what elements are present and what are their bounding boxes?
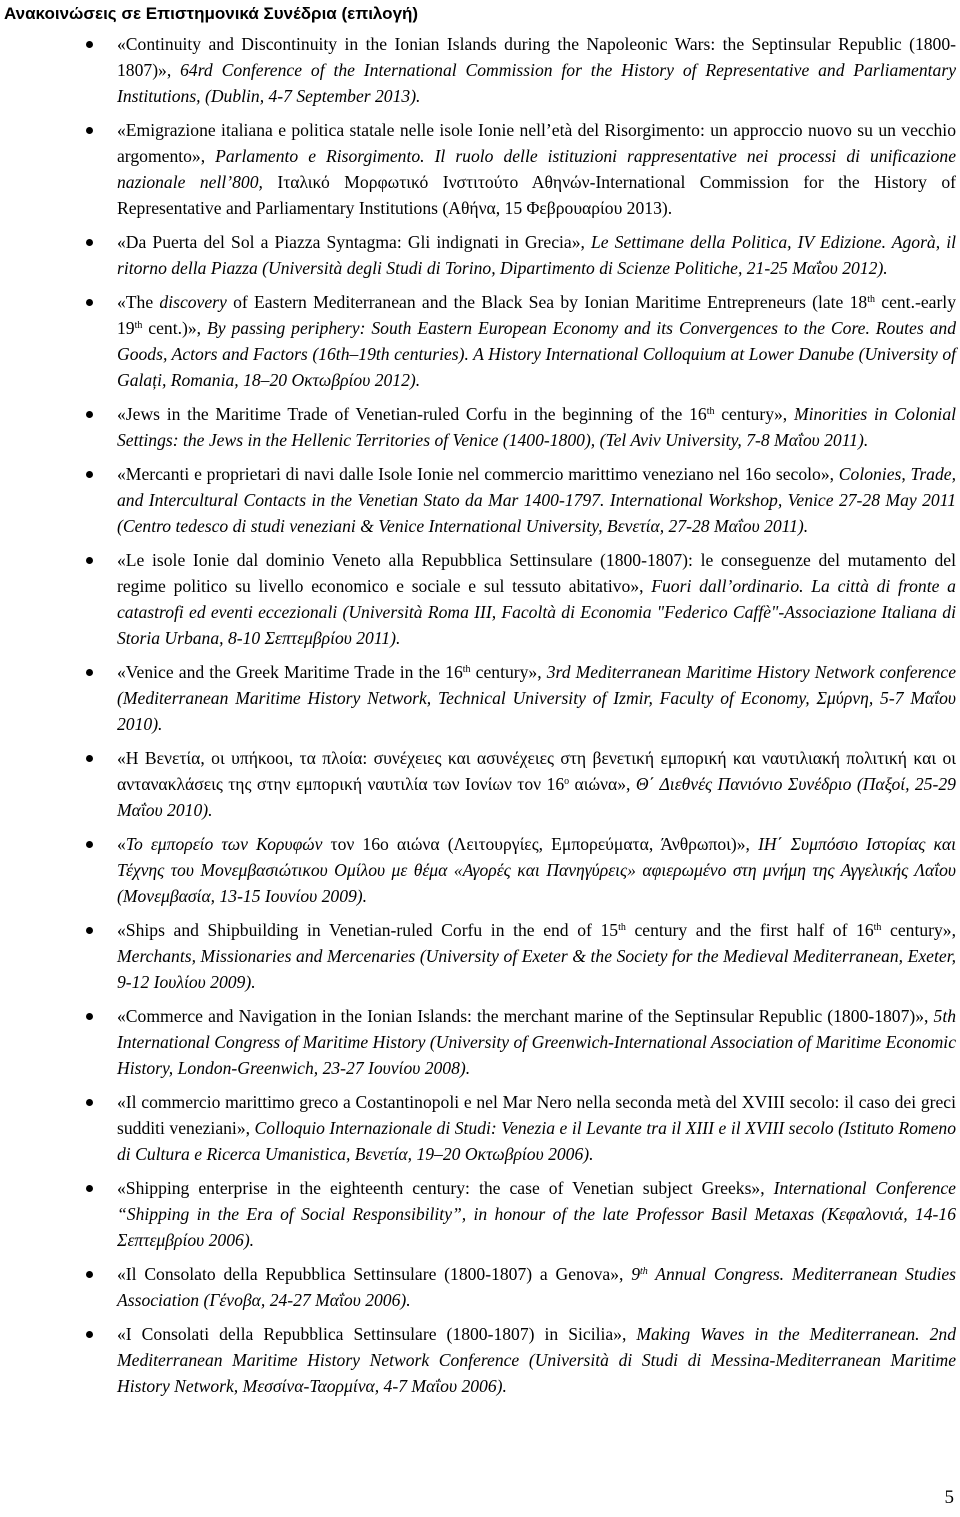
entry-text: αιώνα», [569, 774, 636, 794]
list-item [0, 547, 960, 651]
list-item [0, 117, 960, 221]
entry-venue: Θ΄ Διεθνές Πανιόνιο Συνέδριο (Παξοί, 25-29 Μαΐου 2010). [117, 774, 956, 820]
entry-emphasis: discovery [159, 292, 227, 312]
entry-venue-upright: Ιταλικό Μορφωτικό Ινστιτούτο Αθηνών-International Commission for the History of Representative and Parliamentary Institutions (Αθήνα, 15 Φεβρουαρίου 2013). [117, 172, 956, 218]
section-heading: Ανακοινώσεις σε Επιστημονικά Συνέδρια (επιλογή) [4, 4, 419, 23]
entry-text: century and the first half of 16 [625, 920, 874, 940]
entry-text: century», [881, 920, 956, 940]
entry-text: of Eastern Mediterranean and the Black Sea by Ionian Maritime Entrepreneurs (late 18 [226, 292, 868, 312]
entry-text: «Jews in the Maritime Trade of Venetian-ruled Corfu in the beginning of the 16 [117, 404, 707, 424]
list-item [0, 461, 960, 539]
entry-text: «Il commercio marittimo greco a Costantinopoli e nel Mar Nero nella seconda metà del XVIII secolo: il caso dei greci sudditi veneziani», [117, 1092, 956, 1138]
entry-venue: International Conference “Shipping in the Era of Social Responsibility”, in honour of the late Professor Basil Metaxas (Κεφαλονιά, 14-16 Σεπτεμβρίου 2006). [117, 1178, 956, 1250]
entry-text: «Emigrazione italiana e politica statale nelle isole Ionie nell’età del Risorgimento: un approccio nuovo su un vecchio argomento», [117, 120, 956, 166]
entry-venue: Colloquio Internazionale di Studi: Venezia e il Levante tra il XIII e il XVIII secolo (Istituto Romeno di Cultura e Ricerca Umanistica, Βενετία, 19–20 Οκτωβρίου 2006). [117, 1118, 957, 1164]
list-item [0, 1261, 960, 1313]
superscript: th [873, 922, 882, 933]
superscript: th [462, 664, 471, 675]
superscript: th [867, 294, 875, 305]
list-item [0, 1321, 960, 1399]
entry-text: «Da Puerta del Sol a Piazza Syntagma: Gli indignati in Grecia», [117, 232, 591, 252]
list-item [0, 1003, 960, 1081]
entry-venue: 9 [631, 1264, 640, 1284]
superscript: th [618, 922, 626, 933]
list-item [0, 401, 960, 453]
list-item [0, 659, 960, 737]
entry-text: «Venice and the Greek Maritime Trade in the 16 [117, 662, 463, 682]
list-item [0, 229, 960, 281]
list-item [0, 745, 960, 823]
entry-venue: Making Waves in the Mediterranean. 2nd Mediterranean Maritime History Network Conference (Università di Studi di Messina-Mediterranean Maritime History Network, Μεσσίνα-Ταορμίνα, 4-7 Μαΐου 2006). [117, 1324, 956, 1396]
entry-text: «The [117, 292, 160, 312]
entry-venue: Minorities in Colonial Settings: the Jews in the Hellenic Territories of Venice (1400-1800), (Tel Aviv University, 7-8 Μαΐου 2011). [117, 404, 957, 450]
entry-text: «I Consolati della Repubblica Settinsulare (1800-1807) in Sicilia», [117, 1324, 637, 1344]
entry-venue: 64rd Conference of the International Commission for the History of Representative and Parliamentary Institutions, (Dublin, 4-7 September 2013). [117, 60, 957, 106]
superscript: th [134, 320, 143, 331]
entry-venue: Fuori dall’ordinario. La città di fronte a catastrofi ed eventi eccezionali (Università Roma III, Facoltà di Economia "Federico Caffè"-Associazione Italiana di Storia Urbana, 8-10 Σεπτεμβρίου 2011). [117, 576, 956, 648]
entry-text: century», [714, 404, 794, 424]
entry-text: cent.)», [142, 318, 207, 338]
list-item [0, 289, 960, 393]
entry-venue: ΙΗ΄ Συμπόσιο Ιστορίας και Τέχνης του Μονεμβασιώτικου Ομίλου με θέμα «Αγορές και Πανηγύρεις» αφιερωμένο στη μνήμη της Αγγελικής Λαΐου (Μονεμβασία, 13-15 Ιουνίου 2009). [117, 834, 957, 906]
entry-venue: Merchants, Missionaries and Mercenaries (University of Exeter & the Society for the Medieval Mediterranean, Exeter, 9-12 Ιουλίου 2009). [117, 946, 956, 992]
entry-venue: Annual Congress. Mediterranean Studies Association (Γένοβα, 24-27 Μαΐου 2006). [117, 1264, 956, 1310]
conference-list [0, 31, 960, 1407]
list-item [0, 831, 960, 909]
entry-venue: Le Settimane della Politica, IV Edizione. Agorà, il ritorno della Piazza (Università degli Studi di Torino, Dipartimento di Scienze Politiche, 21-25 Μαΐου 2012). [117, 232, 956, 278]
entry-emphasis: Το εμπορείο των Κορυφών [125, 834, 323, 854]
entry-text: « [117, 834, 126, 854]
superscript: ο [564, 776, 570, 787]
list-item [0, 31, 960, 109]
entry-text: «Ships and Shipbuilding in Venetian-ruled Corfu in the end of 15 [117, 920, 619, 940]
list-item [0, 917, 960, 995]
entry-text: τον 16ο αιώνα (Λειτουργίες, Εμπορεύματα, Άνθρωποι)», [322, 834, 759, 854]
entry-text: «Shipping enterprise in the eighteenth century: the case of Venetian subject Greeks», [117, 1178, 774, 1198]
entry-text: «Mercanti e proprietari di navi dalle Isole Ionie nel commercio marittimo veneziano nel 16o secolo», [117, 464, 839, 484]
superscript: th [640, 1266, 648, 1277]
entry-venue: 5th International Congress of Maritime History (University of Greenwich-International Association of Maritime Economic History, London-Greenwich, 23-27 Ιουνίου 2008). [117, 1006, 956, 1078]
entry-text: «Continuity and Discontinuity in the Ionian Islands during the Napoleonic Wars: the Septinsular Republic (1800-1807)», [117, 34, 956, 80]
entry-text: «Commerce and Navigation in the Ionian Islands: the merchant marine of the Septinsular Republic (1800-1807)», [117, 1006, 934, 1026]
entry-text: «Le isole Ionie dal dominio Veneto alla Repubblica Settinsulare (1800-1807): le conseguenze del mutamento del regime politico su livello economico e sociale e sul tessuto abitativo», [117, 550, 956, 596]
entry-text: «Η Βενετία, οι υπήκοοι, τα πλοία: συνέχειες και ασυνέχειες στη βενετική εμπορική και ναυτιλιακή πολιτική και οι αντανακλάσεις της στην εμπορική ναυτιλία των Ιονίων τον 16 [117, 748, 956, 794]
superscript: th [706, 406, 715, 417]
entry-text: century», [470, 662, 547, 682]
entry-venue: 3rd Mediterranean Maritime History Network conference (Mediterranean Maritime History Network, Technical University of Izmir, Faculty of Economy, Σμύρνη, 5-7 Μαΐου 2010). [117, 662, 957, 734]
list-item [0, 1089, 960, 1167]
entry-text: «Il Consolato della Repubblica Settinsulare (1800-1807) a Genova», [117, 1264, 632, 1284]
list-item [0, 1175, 960, 1253]
entry-text: cent.-early 19 [117, 292, 956, 338]
entry-venue: Parlamento e Risorgimento. Il ruolo delle istituzioni rappresentative nei processi di unificazione nazionale nell’800, [117, 146, 957, 192]
entry-venue: Colonies, Trade, and Intercultural Contacts in the Venetian Stato da Mar 1400-1797. International Workshop, Venice 27-28 May 2011 (Centro tedesco di studi veneziani & Venice International University, Βενετία, 27-28 Μαΐου 2011). [117, 464, 956, 536]
page-number: 5 [944, 1487, 954, 1508]
entry-venue: By passing periphery: South Eastern European Economy and its Convergences to the Core. Routes and Goods, Actors and Factors (16th–19th centuries). A History International Colloquium at Lower Danube (University of Galați, Romania, 18–20 Οκτωβρίου 2012). [117, 318, 956, 390]
